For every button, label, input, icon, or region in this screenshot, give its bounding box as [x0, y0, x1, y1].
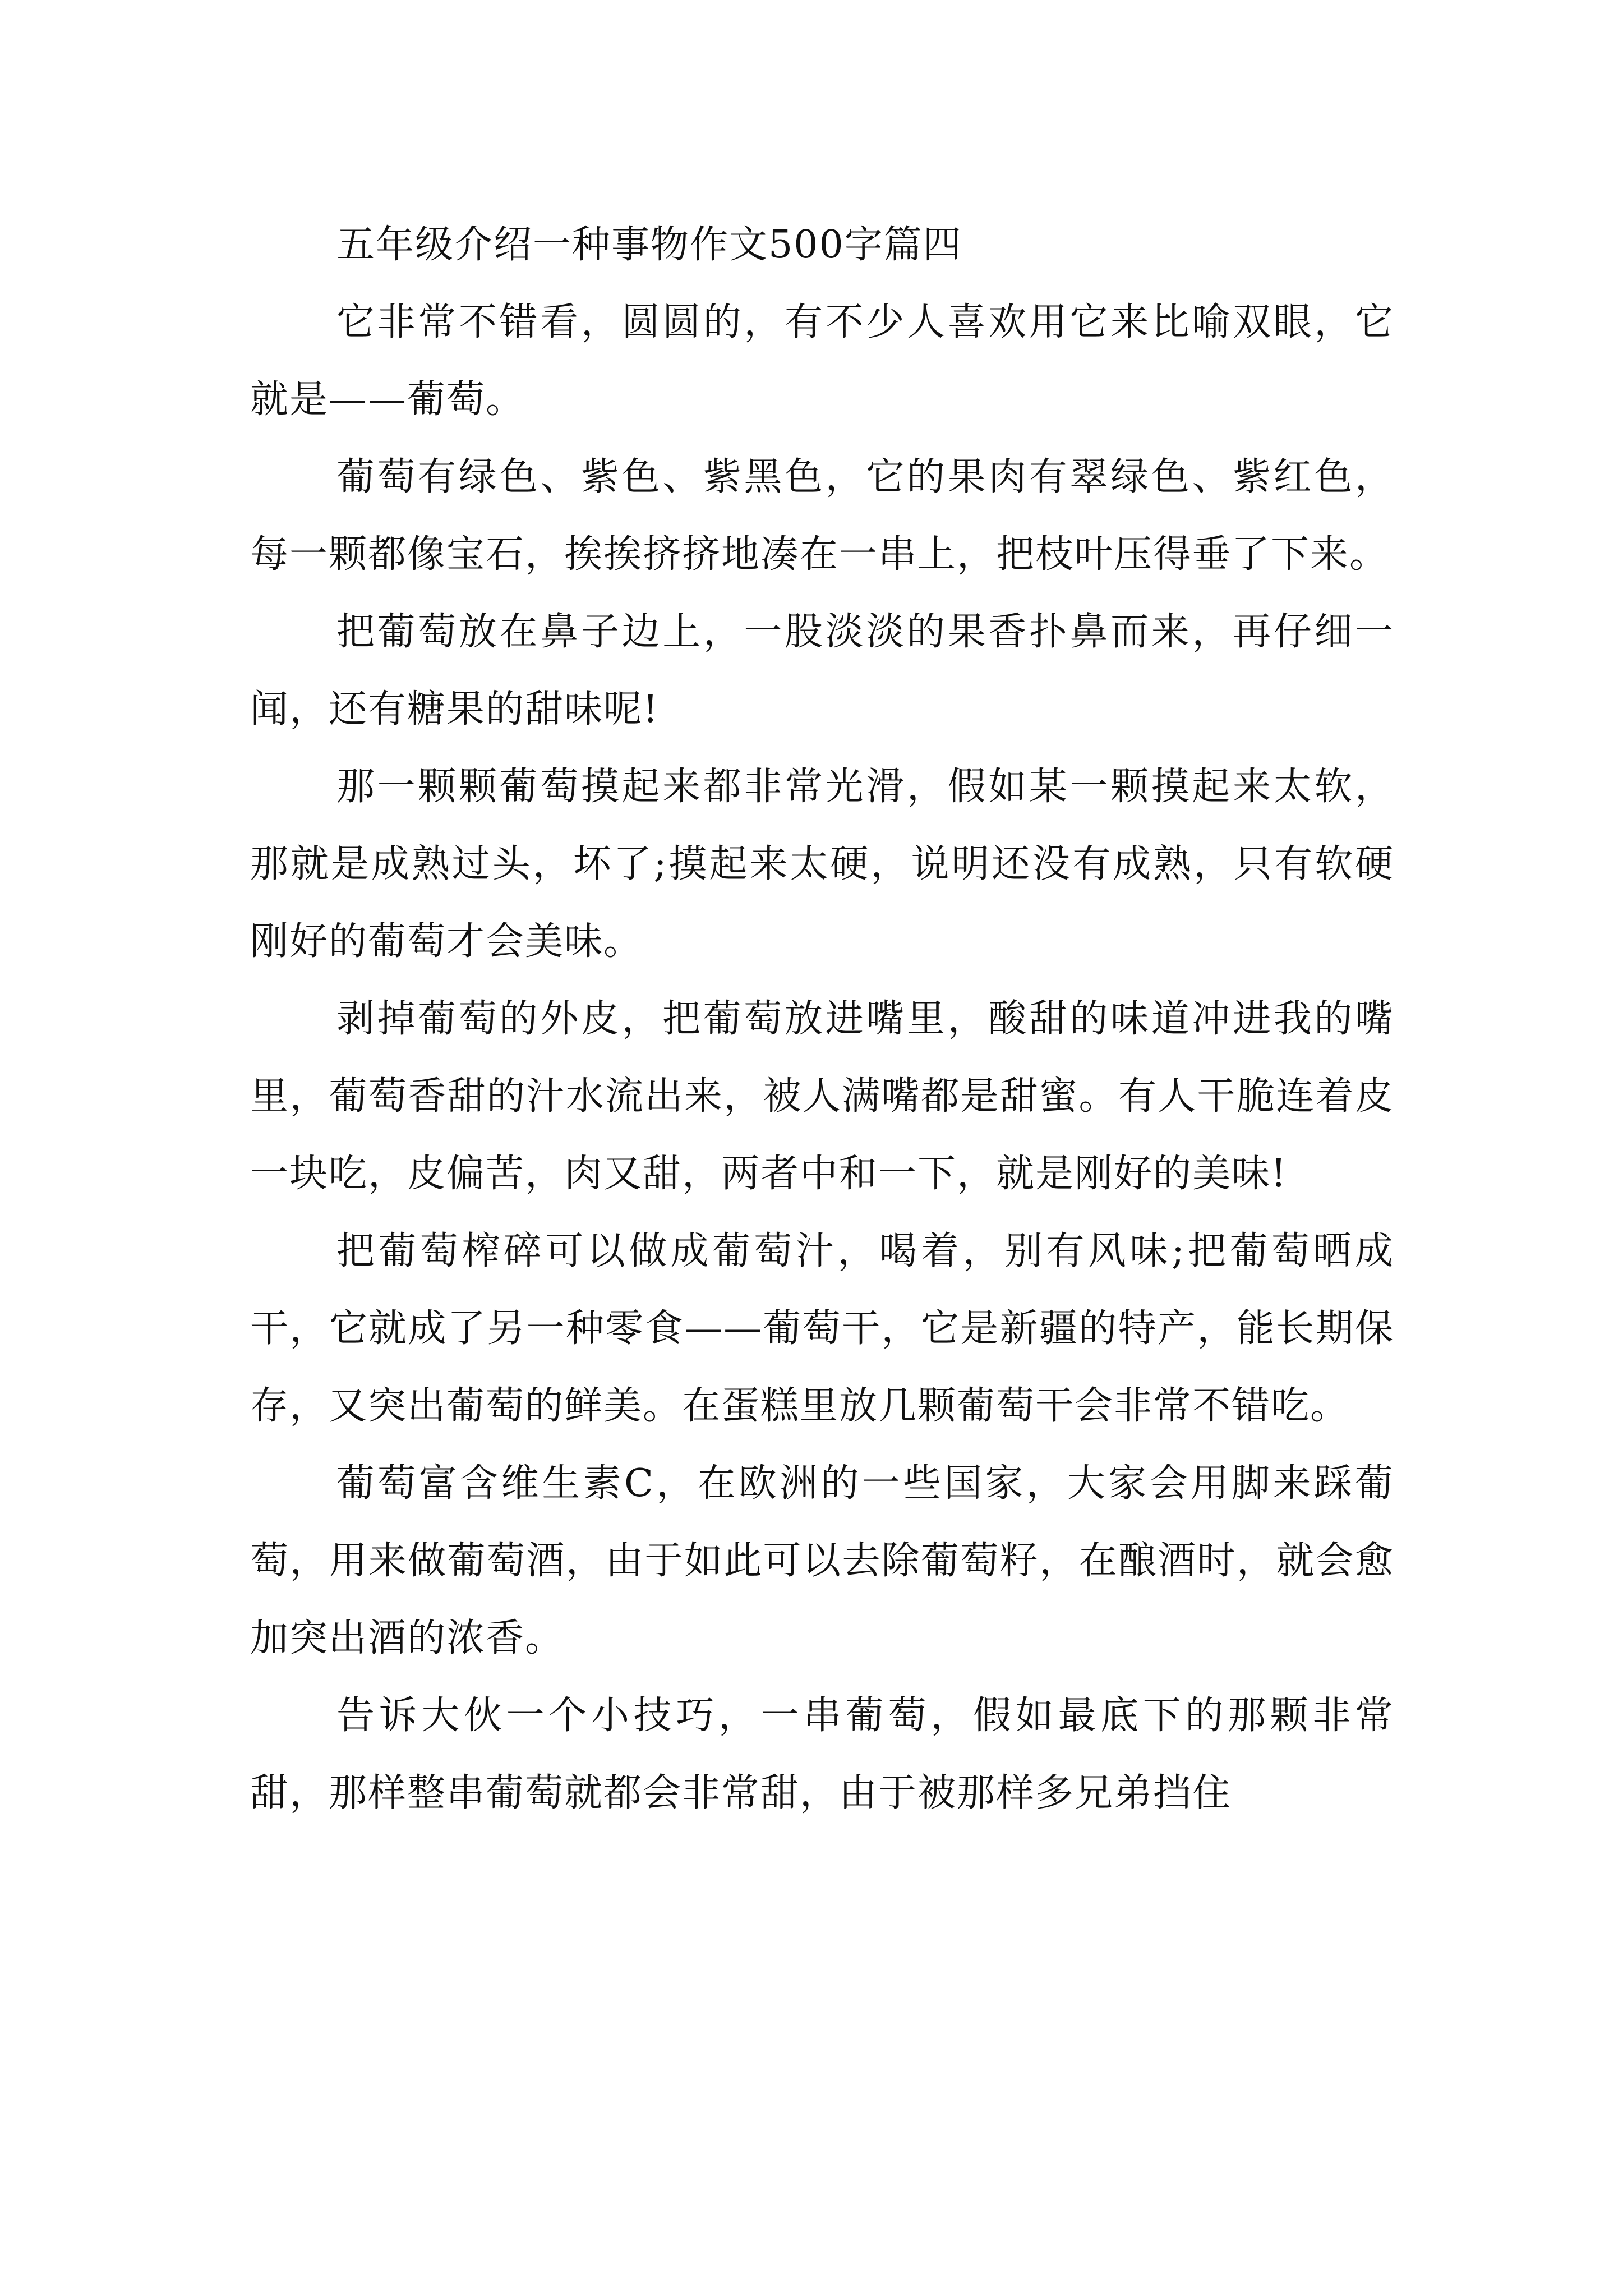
paragraph-8: 告诉大伙一个小技巧，一串葡萄，假如最底下的那颗非常甜，那样整串葡萄就都会非常甜，由于被那样多兄弟挡住 [250, 1694, 1394, 1815]
paragraph-7: 葡萄富含维生素C，在欧洲的一些国家，大家会用脚来踩葡萄，用来做葡萄酒，由于如此可以去除葡萄籽，在酿酒时，就会愈加突出酒的浓香。 [250, 1461, 1394, 1660]
paragraph-6: 把葡萄榨碎可以做成葡萄汁，喝着，别有风味;把葡萄晒成干，它就成了另一种零食——葡萄干，它是新疆的特产，能长期保存，又突出葡萄的鲜美。在蛋糕里放几颗葡萄干会非常不错吃。 [250, 1229, 1394, 1428]
essay-heading: 五年级介绍一种事物作文500字篇四 [336, 223, 962, 267]
paragraph-3: 把葡萄放在鼻子边上，一股淡淡的果香扑鼻而来，再仔细一闻，还有糖果的甜味呢! [250, 610, 1394, 731]
paragraph-5: 剥掉葡萄的外皮，把葡萄放进嘴里，酸甜的味道冲进我的嘴里，葡萄香甜的汁水流出来，被人满嘴都是甜蜜。有人干脆连着皮一块吃，皮偏苦，肉又甜，两者中和一下，就是刚好的美味! [250, 997, 1394, 1196]
paragraph-1: 它非常不错看，圆圆的，有不少人喜欢用它来比喻双眼，它就是——葡萄。 [250, 300, 1394, 422]
document-body [250, 206, 1394, 1832]
paragraph-2: 葡萄有绿色、紫色、紫黑色，它的果肉有翠绿色、紫红色，每一颗都像宝石，挨挨挤挤地凑在一串上，把枝叶压得垂了下来。 [250, 455, 1394, 577]
paragraph-4: 那一颗颗葡萄摸起来都非常光滑，假如某一颗摸起来太软，那就是成熟过头，坏了;摸起来太硬，说明还没有成熟，只有软硬刚好的葡萄才会美味。 [250, 765, 1394, 964]
